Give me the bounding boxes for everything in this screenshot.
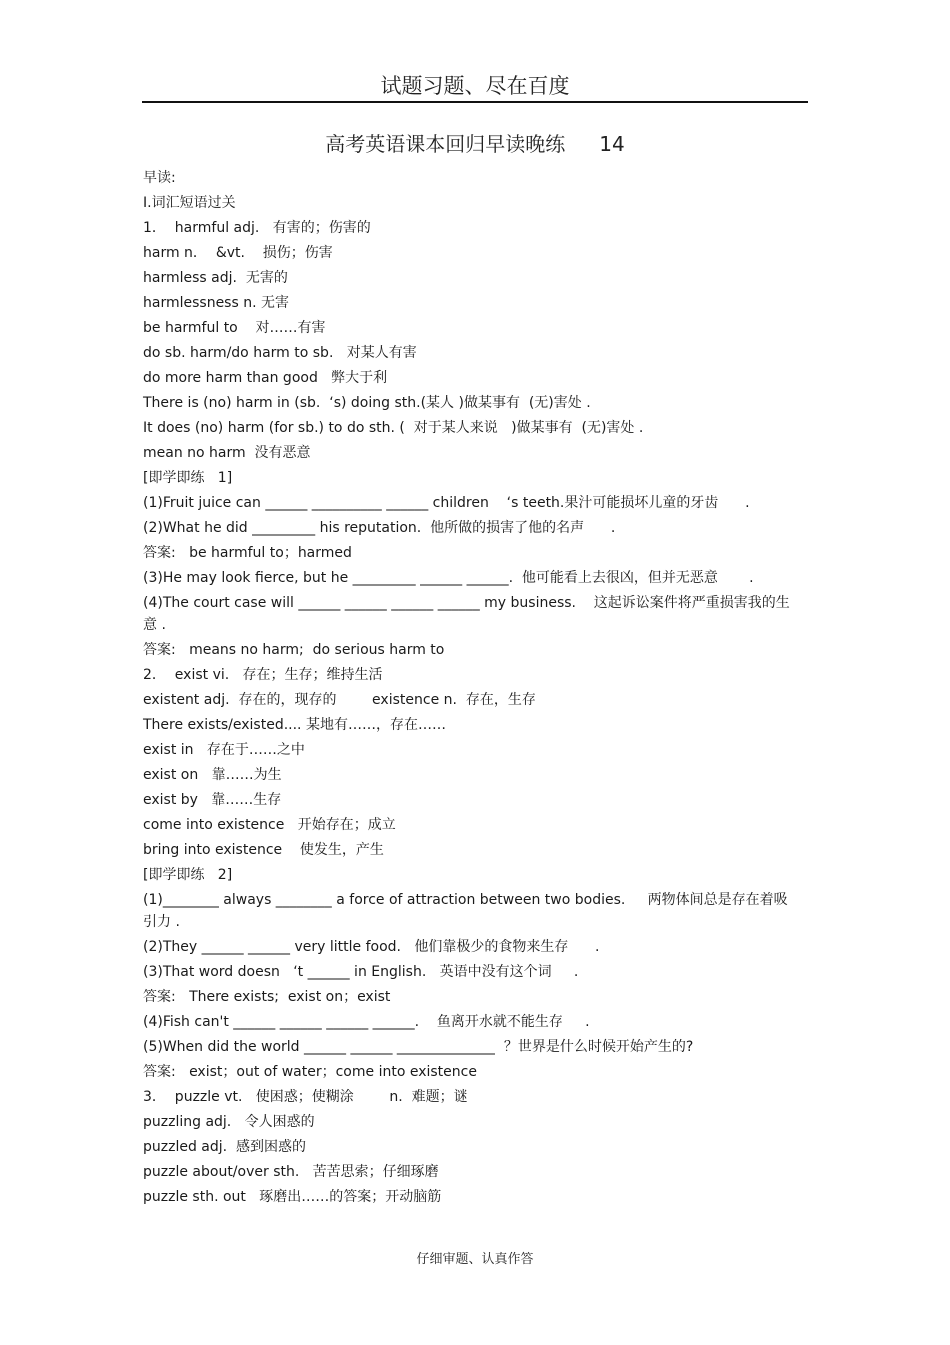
text-line: exist in 存在于……之中: [143, 742, 305, 758]
document-title-number: 14: [599, 132, 625, 156]
text-line: puzzling adj. 令人困惑的: [143, 1114, 315, 1130]
text-line: existent adj. 存在的，现存的 existence n. 存在，生存: [143, 692, 536, 708]
text-line: It does (no) harm (for sb.) to do sth. ( 对于某人来说 )做某事有 (无)害处 .: [143, 420, 644, 436]
text-line: do more harm than good 弊大于利: [143, 370, 388, 386]
document-title-text: 高考英语课本回归早读晚练: [325, 132, 566, 156]
text-line: 早读:: [143, 170, 176, 186]
text-line: mean no harm 没有恶意: [143, 445, 311, 461]
text-line: 答案: exist；out of water；come into existence: [143, 1064, 477, 1080]
text-line: (4)The court case will ______ ______ ______ ______ my business. 这起诉讼案件将严重损害我的生意 .: [143, 595, 790, 633]
footer-text: 仔细审题、认真作答: [416, 1252, 534, 1267]
text-line: harm n． &vt. 损伤；伤害: [143, 245, 333, 261]
text-line: bring into existence 使发生，产生: [143, 842, 384, 858]
text-line: (3)That word doesn ‘t ______ in English. 英语中没有这个词 .: [143, 964, 579, 980]
text-line: 答案: There exists; exist on；exist: [143, 989, 391, 1005]
document-title: [0, 128, 950, 157]
text-line: (4)Fish can't ______ ______ ______ ______. 鱼离开水就不能生存 .: [143, 1014, 590, 1030]
text-line: 答案: be harmful to；harmed: [143, 545, 352, 561]
text-line: Ⅰ.词汇短语过关: [143, 195, 236, 211]
text-line: (1)________ always ________ a force of attraction between two bodies. 两物体间总是存在着吸引力 .: [143, 892, 788, 930]
text-line: There exists/existed.... 某地有……，存在……: [143, 717, 446, 733]
text-line: 答案: means no harm; do serious harm to: [143, 642, 445, 658]
text-line: (1)Fruit juice can ______ __________ ______ children ‘s teeth.果汁可能损坏儿童的牙齿 .: [143, 495, 750, 511]
text-line: (2)They ______ ______ very little food. 他们靠极少的食物来生存 .: [143, 939, 600, 955]
text-line: 2． exist vi. 存在；生存；维持生活: [143, 667, 383, 683]
header-divider: [142, 101, 808, 103]
text-line: puzzled adj. 感到困惑的: [143, 1139, 307, 1155]
text-line: (5)When did the world ______ ______ ______________ ？世界是什么时候开始产生的?: [143, 1039, 694, 1055]
text-line: 1． harmful adj. 有害的；伤害的: [143, 220, 371, 236]
text-line: harmless adj. 无害的: [143, 270, 288, 286]
header-title: 试题习题、尽在百度: [380, 74, 570, 98]
text-line: do sb. harm/do harm to sb. 对某人有害: [143, 345, 417, 361]
text-line: [即学即练 1]: [143, 470, 233, 486]
text-line: exist on 靠……为生: [143, 767, 282, 783]
text-line: come into existence 开始存在；成立: [143, 817, 396, 833]
text-line: (2)What he did _________ his reputation. 他所做的损害了他的名声 .: [143, 520, 616, 536]
text-line: [即学即练 2]: [143, 867, 233, 883]
text-line: puzzle about/over sth. 苦苦思索；仔细琢磨: [143, 1164, 439, 1180]
text-line: harmlessness n. 无害: [143, 295, 289, 311]
document-body: [143, 167, 795, 1211]
text-line: 3． puzzle vt. 使困惑；使糊涂 n. 难题；谜: [143, 1089, 468, 1105]
text-line: (3)He may look fierce, but he _________ ______ ______. 他可能看上去很凶，但并无恶意 .: [143, 570, 754, 586]
text-line: exist by 靠……生存: [143, 792, 282, 808]
text-line: be harmful to 对……有害: [143, 320, 326, 336]
text-line: puzzle sth. out 琢磨出……的答案；开动脑筋: [143, 1189, 442, 1205]
text-line: There is (no) harm in (sb. ‘s) doing sth.(某人 )做某事有 (无)害处 .: [143, 395, 591, 411]
